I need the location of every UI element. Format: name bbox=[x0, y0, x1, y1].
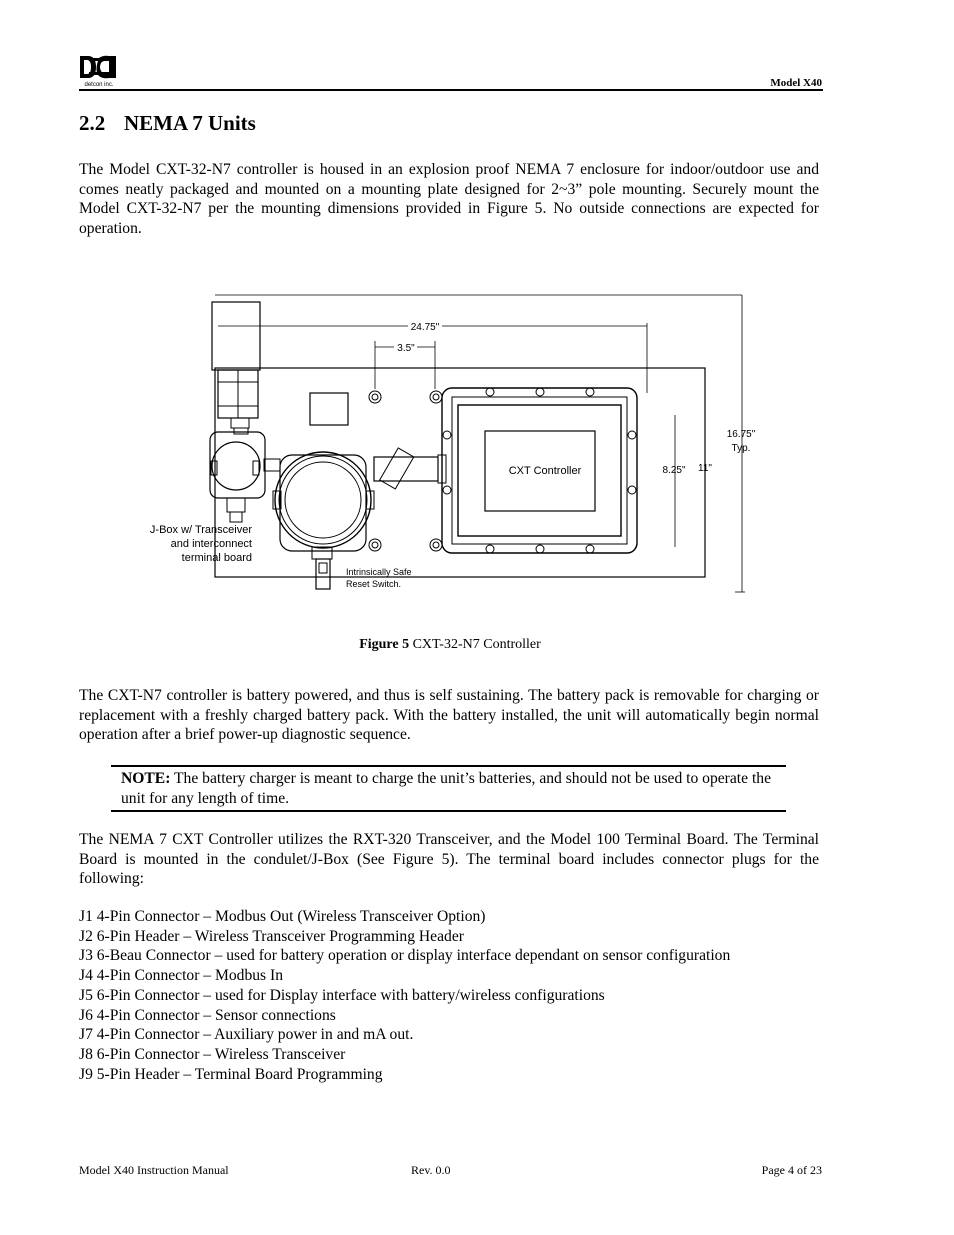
dim-plate-height-label: 11" bbox=[698, 463, 712, 474]
switch-label-2: Reset Switch. bbox=[346, 579, 402, 589]
explosion-proof-housing bbox=[275, 452, 371, 548]
section-number: 2.2 bbox=[79, 111, 106, 135]
footer-page-number: Page 4 of 23 bbox=[761, 1163, 822, 1177]
note-text: The battery charger is meant to charge the unit’s batteries, and should not be used to operate the unit for any length of time. bbox=[121, 770, 772, 807]
list-item: J9 5-Pin Header – Terminal Board Programming bbox=[79, 1065, 383, 1083]
section-title bbox=[79, 111, 256, 136]
list-item: J4 4-Pin Connector – Modbus In bbox=[79, 967, 284, 985]
connector-list bbox=[79, 907, 730, 1084]
note-label: NOTE: bbox=[121, 770, 171, 787]
jbox-label-2: and interconnect bbox=[170, 538, 252, 550]
switch-label-1: Intrinsically Safe bbox=[346, 567, 412, 577]
paragraph-battery: The CXT-N7 controller is battery powered, and thus is self sustaining. The battery pack is removable for charging or replacement with a freshly charged battery pack. With the battery installed, the unit will automatically begin normal operation after a brief power-up diagnostic sequence. bbox=[79, 687, 819, 744]
list-item: J6 4-Pin Connector – Sensor connections bbox=[79, 1006, 336, 1024]
paragraph-terminal-board: The NEMA 7 CXT Controller utilizes the RXT-320 Transceiver, and the Model 100 Terminal Board. The Terminal Board is mounted in the condulet/J-Box (See Figure 5). The terminal board includes connector plugs for the following: bbox=[79, 831, 819, 888]
section-title-text: NEMA 7 Units bbox=[124, 111, 256, 135]
list-item: J5 6-Pin Connector – used for Display interface with battery/wireless configurations bbox=[79, 986, 605, 1004]
footer-revision: Rev. 0.0 bbox=[411, 1163, 451, 1177]
dim-total-height-note: Typ. bbox=[731, 443, 751, 454]
dim-width-label: 24.75" bbox=[410, 322, 440, 333]
figure-caption-number: Figure 5 bbox=[359, 637, 410, 652]
footer-manual-title: Model X40 Instruction Manual bbox=[79, 1163, 229, 1177]
note-box bbox=[111, 765, 786, 812]
dim-total-height-label: 16.75" bbox=[726, 429, 756, 440]
list-item: J2 6-Pin Header – Wireless Transceiver Programming Header bbox=[79, 927, 464, 945]
controller-label: CXT Controller bbox=[508, 465, 582, 477]
logo-text: detcon inc. bbox=[84, 82, 114, 88]
figure-cxt-controller bbox=[130, 285, 770, 605]
dim-offset-label: 3.5" bbox=[397, 343, 415, 354]
jbox-label-3: terminal board bbox=[181, 552, 252, 564]
list-item: J3 6-Beau Connector – used for battery operation or display interface dependant on sensor configuration bbox=[79, 947, 731, 965]
header-rule bbox=[79, 89, 823, 91]
header-model: Model X40 bbox=[770, 77, 822, 89]
figure-caption-text: CXT-32-N7 Controller bbox=[409, 637, 541, 652]
paragraph-intro: The Model CXT-32-N7 controller is housed in an explosion proof NEMA 7 enclosure for indoor/outdoor use and comes neatly packaged and mounted on a mounting plate designed for 2~3” pole mounting. Securely mount the Model CXT-32-N7 per the mounting dimensions provided in Figure 5. No outside connections are expected for operation. bbox=[79, 161, 819, 238]
dim-inner-height-label: 8.25" bbox=[662, 465, 686, 476]
figure-caption bbox=[0, 637, 900, 653]
jbox-label-1: J-Box w/ Transceiver bbox=[149, 524, 252, 536]
list-item: J8 6-Pin Connector – Wireless Transceiver bbox=[79, 1045, 346, 1063]
list-item: J1 4-Pin Connector – Modbus Out (Wireless Transceiver Option) bbox=[79, 908, 486, 925]
list-item: J7 4-Pin Connector – Auxiliary power in and mA out. bbox=[79, 1026, 414, 1044]
